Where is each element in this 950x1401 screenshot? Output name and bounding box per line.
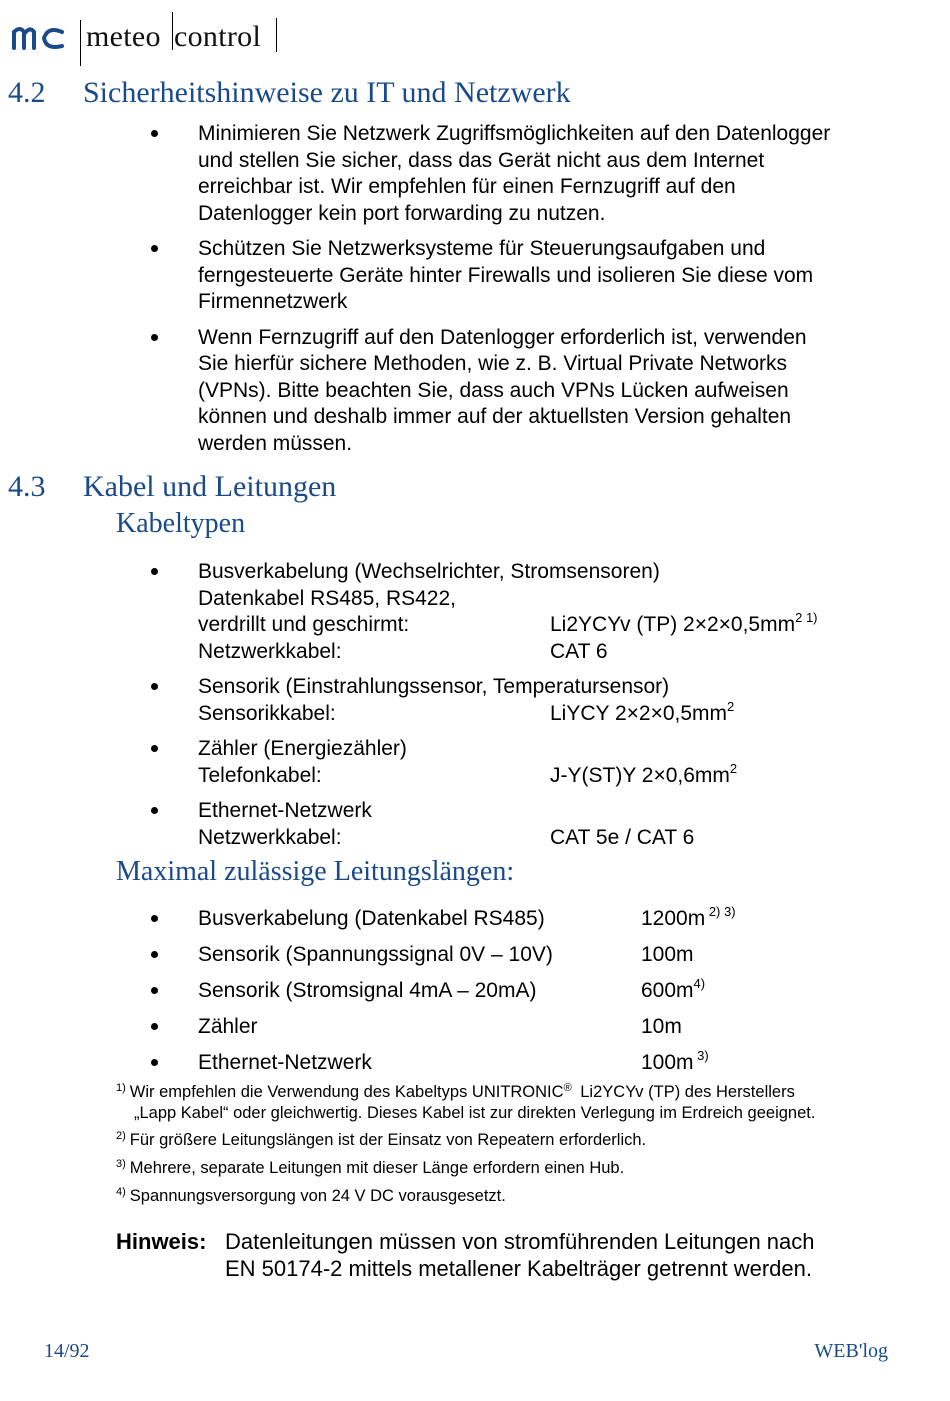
footnote-4 [116,1185,506,1207]
spec-value: LiYCY 2×2×0,5mm [550,701,728,725]
mc-logo-icon [12,24,68,52]
list-item-line: Sie hierfür sichere Methoden, wie z. B. Virtual Private Networks [198,352,788,375]
footnote-text: Li2YCYv (TP) des Herstellers [575,1083,795,1101]
spec-value-wrap [550,760,738,790]
logo-divider-mid [172,12,173,50]
spec-label: Netzwerkkabel: [198,825,342,849]
logo-divider-left [80,20,81,66]
length-value: 100m [641,943,694,966]
cable-eth-row [198,825,918,852]
cable-sensor-title: Sensorik (Einstrahlungssensor, Temperatursensor) [198,675,670,698]
cable-meter-row [198,760,918,790]
list-item-line: Schützen Sie Netzwerksysteme für Steuerungsaufgaben und [198,237,766,260]
length-value: 600m [641,979,694,1002]
logo-divider-right [276,18,277,52]
list-item-line: Firmennetzwerk [198,290,348,313]
footnote-mark: 4) [116,1186,126,1198]
section-heading-4-3 [8,470,336,504]
list-item [198,325,918,458]
page-number: 14/92 [44,1340,90,1362]
footnote-3 [116,1157,624,1179]
spec-value-wrap [550,698,735,728]
max-length-list [198,906,918,1086]
spec-value: Li2YCYv (TP) 2×2×0,5mm [550,613,796,636]
list-item [198,942,918,978]
spec-label: verdrillt und geschirmt: [198,613,410,636]
section-heading-4-2 [8,76,571,110]
length-superscript: 3) [693,1048,709,1063]
bullet-icon [151,951,158,958]
section-number: 4.3 [8,470,46,503]
footnote-2 [116,1129,646,1151]
bullet-icon [151,745,158,752]
it-security-list [198,121,918,457]
logo-text-meteo: meteo [86,20,161,53]
list-item-line: Datenlogger kein port forwarding zu nutzen. [198,201,606,225]
cable-sensor-row [198,698,918,728]
note-line: Datenleitungen müssen von stromführenden Leitungen nach [225,1229,815,1254]
list-item-line: können und deshalb immer auf der aktuellsten Version gehalten [198,405,792,428]
spec-value: CAT 6 [550,639,608,663]
list-item-line: Wenn Fernzugriff auf den Datenlogger erforderlich ist, verwenden [198,325,807,349]
length-value: 10m [641,1015,682,1038]
footnote-mark: 3) [116,1158,126,1170]
bullet-icon [151,987,158,994]
bullet-icon [151,915,158,922]
bullet-icon [151,807,158,814]
bullet-icon [151,130,158,137]
list-item [198,236,918,316]
list-item [198,559,918,665]
list-item [198,674,918,727]
spec-value: J-Y(ST)Y 2×0,6mm [550,763,730,787]
list-item [198,906,918,942]
subheading-max-lengths: Maximal zulässige Leitungslängen: [116,856,515,887]
footnote-text: Spannungsversorgung von 24 V DC vorausgesetzt. [129,1187,506,1205]
footnote-1-line-1 [116,1081,815,1103]
footnote-mark: 2) [116,1130,126,1142]
length-superscript: 4) [693,976,706,991]
length-row [198,942,918,969]
note-label: Hinweis: [116,1229,207,1254]
cable-eth-title: Ethernet-Netzwerk [198,799,372,822]
length-label: Busverkabelung (Datenkabel RS485) [198,907,545,930]
cable-bus-spec-row [198,612,918,639]
bullet-icon [151,245,158,252]
spec-superscript: 2 1) [795,610,818,625]
length-superscript: 2) 3) [705,904,736,919]
spec-superscript: 2 [729,760,738,776]
list-item-line: Minimieren Sie Netzwerk Zugriffsmöglichkeiten auf den Datenlogger [198,122,831,145]
list-item [198,978,918,1014]
spec-value-wrap [550,612,818,639]
spec-label: Telefonkabel: [198,763,322,787]
list-item [198,798,918,851]
length-value-wrap [641,1014,682,1041]
length-value-wrap [641,1050,709,1077]
bullet-icon [151,683,158,690]
list-item-line: und stellen Sie sicher, dass das Gerät nicht aus dem Internet [198,148,765,172]
spec-value: CAT 5e / CAT 6 [550,825,695,849]
length-label: Sensorik (Stromsignal 4mA – 20mA) [198,979,537,1002]
length-label: Sensorik (Spannungssignal 0V – 10V) [198,943,553,966]
section-number: 4.2 [8,76,46,109]
subheading-kabeltypen: Kabeltypen [116,508,246,539]
footnote-text: Wir empfehlen die Verwendung des Kabeltyps UNITRONIC [129,1083,564,1101]
registered-mark: ® [563,1082,572,1094]
section-title: Kabel und Leitungen [83,470,337,503]
cable-bus-type: Datenkabel RS485, RS422, [198,586,456,610]
length-label: Ethernet-Netzwerk [198,1051,372,1074]
section-title: Sicherheitshinweise zu IT und Netzwerk [83,76,571,109]
bullet-icon [151,568,158,575]
length-value-wrap [641,906,736,933]
footer-product-name: WEB'log [814,1340,888,1362]
note-line: EN 50174-2 mittels metallener Kabelträger getrennt werden. [225,1256,812,1281]
length-row [198,1050,918,1077]
footnote-1-line-2: „Lapp Kabel“ oder gleichwertig. Dieses Kabel ist zur direkten Verlegung im Erdreich geeignet. [134,1104,816,1122]
spec-label: Sensorikkabel: [198,701,336,725]
cable-meter-title: Zähler (Energiezähler) [198,737,407,760]
footnote-text: Mehrere, separate Leitungen mit dieser Länge erfordern einen Hub. [129,1159,625,1177]
list-item-line: erreichbar ist. Wir empfehlen für einen Fernzugriff auf den [198,175,736,198]
length-value-wrap [641,978,705,1005]
bullet-icon [151,1023,158,1030]
length-value-wrap [641,942,694,969]
cable-bus-network-row [198,639,918,666]
length-value: 1200m [641,907,706,930]
length-row [198,1014,918,1041]
list-item-line: (VPNs). Bitte beachten Sie, dass auch VPNs Lücken aufweisen [198,378,789,402]
note-text [225,1228,925,1282]
cable-types-list [198,559,918,851]
length-row [198,978,918,1005]
length-value: 100m [641,1051,694,1074]
list-item-line: werden müssen. [198,431,353,455]
bullet-icon [151,334,158,341]
cable-bus-title: Busverkabelung (Wechselrichter, Stromsensoren) [198,560,660,583]
footnote-mark: 1) [116,1082,126,1094]
list-item [198,121,918,227]
logo-text-control: control [174,20,262,53]
spec-label: Netzwerkkabel: [198,639,342,663]
list-item [198,736,918,789]
footnote-text: Für größere Leitungslängen ist der Einsatz von Repeatern erforderlich. [129,1131,647,1149]
footnote-1 [116,1081,815,1124]
length-row [198,906,918,933]
bullet-icon [151,1059,158,1066]
length-label: Zähler [198,1015,258,1038]
list-item-line: ferngesteuerte Geräte hinter Firewalls und isolieren Sie diese vom [198,263,814,287]
list-item [198,1014,918,1050]
spec-superscript: 2 [727,698,735,714]
